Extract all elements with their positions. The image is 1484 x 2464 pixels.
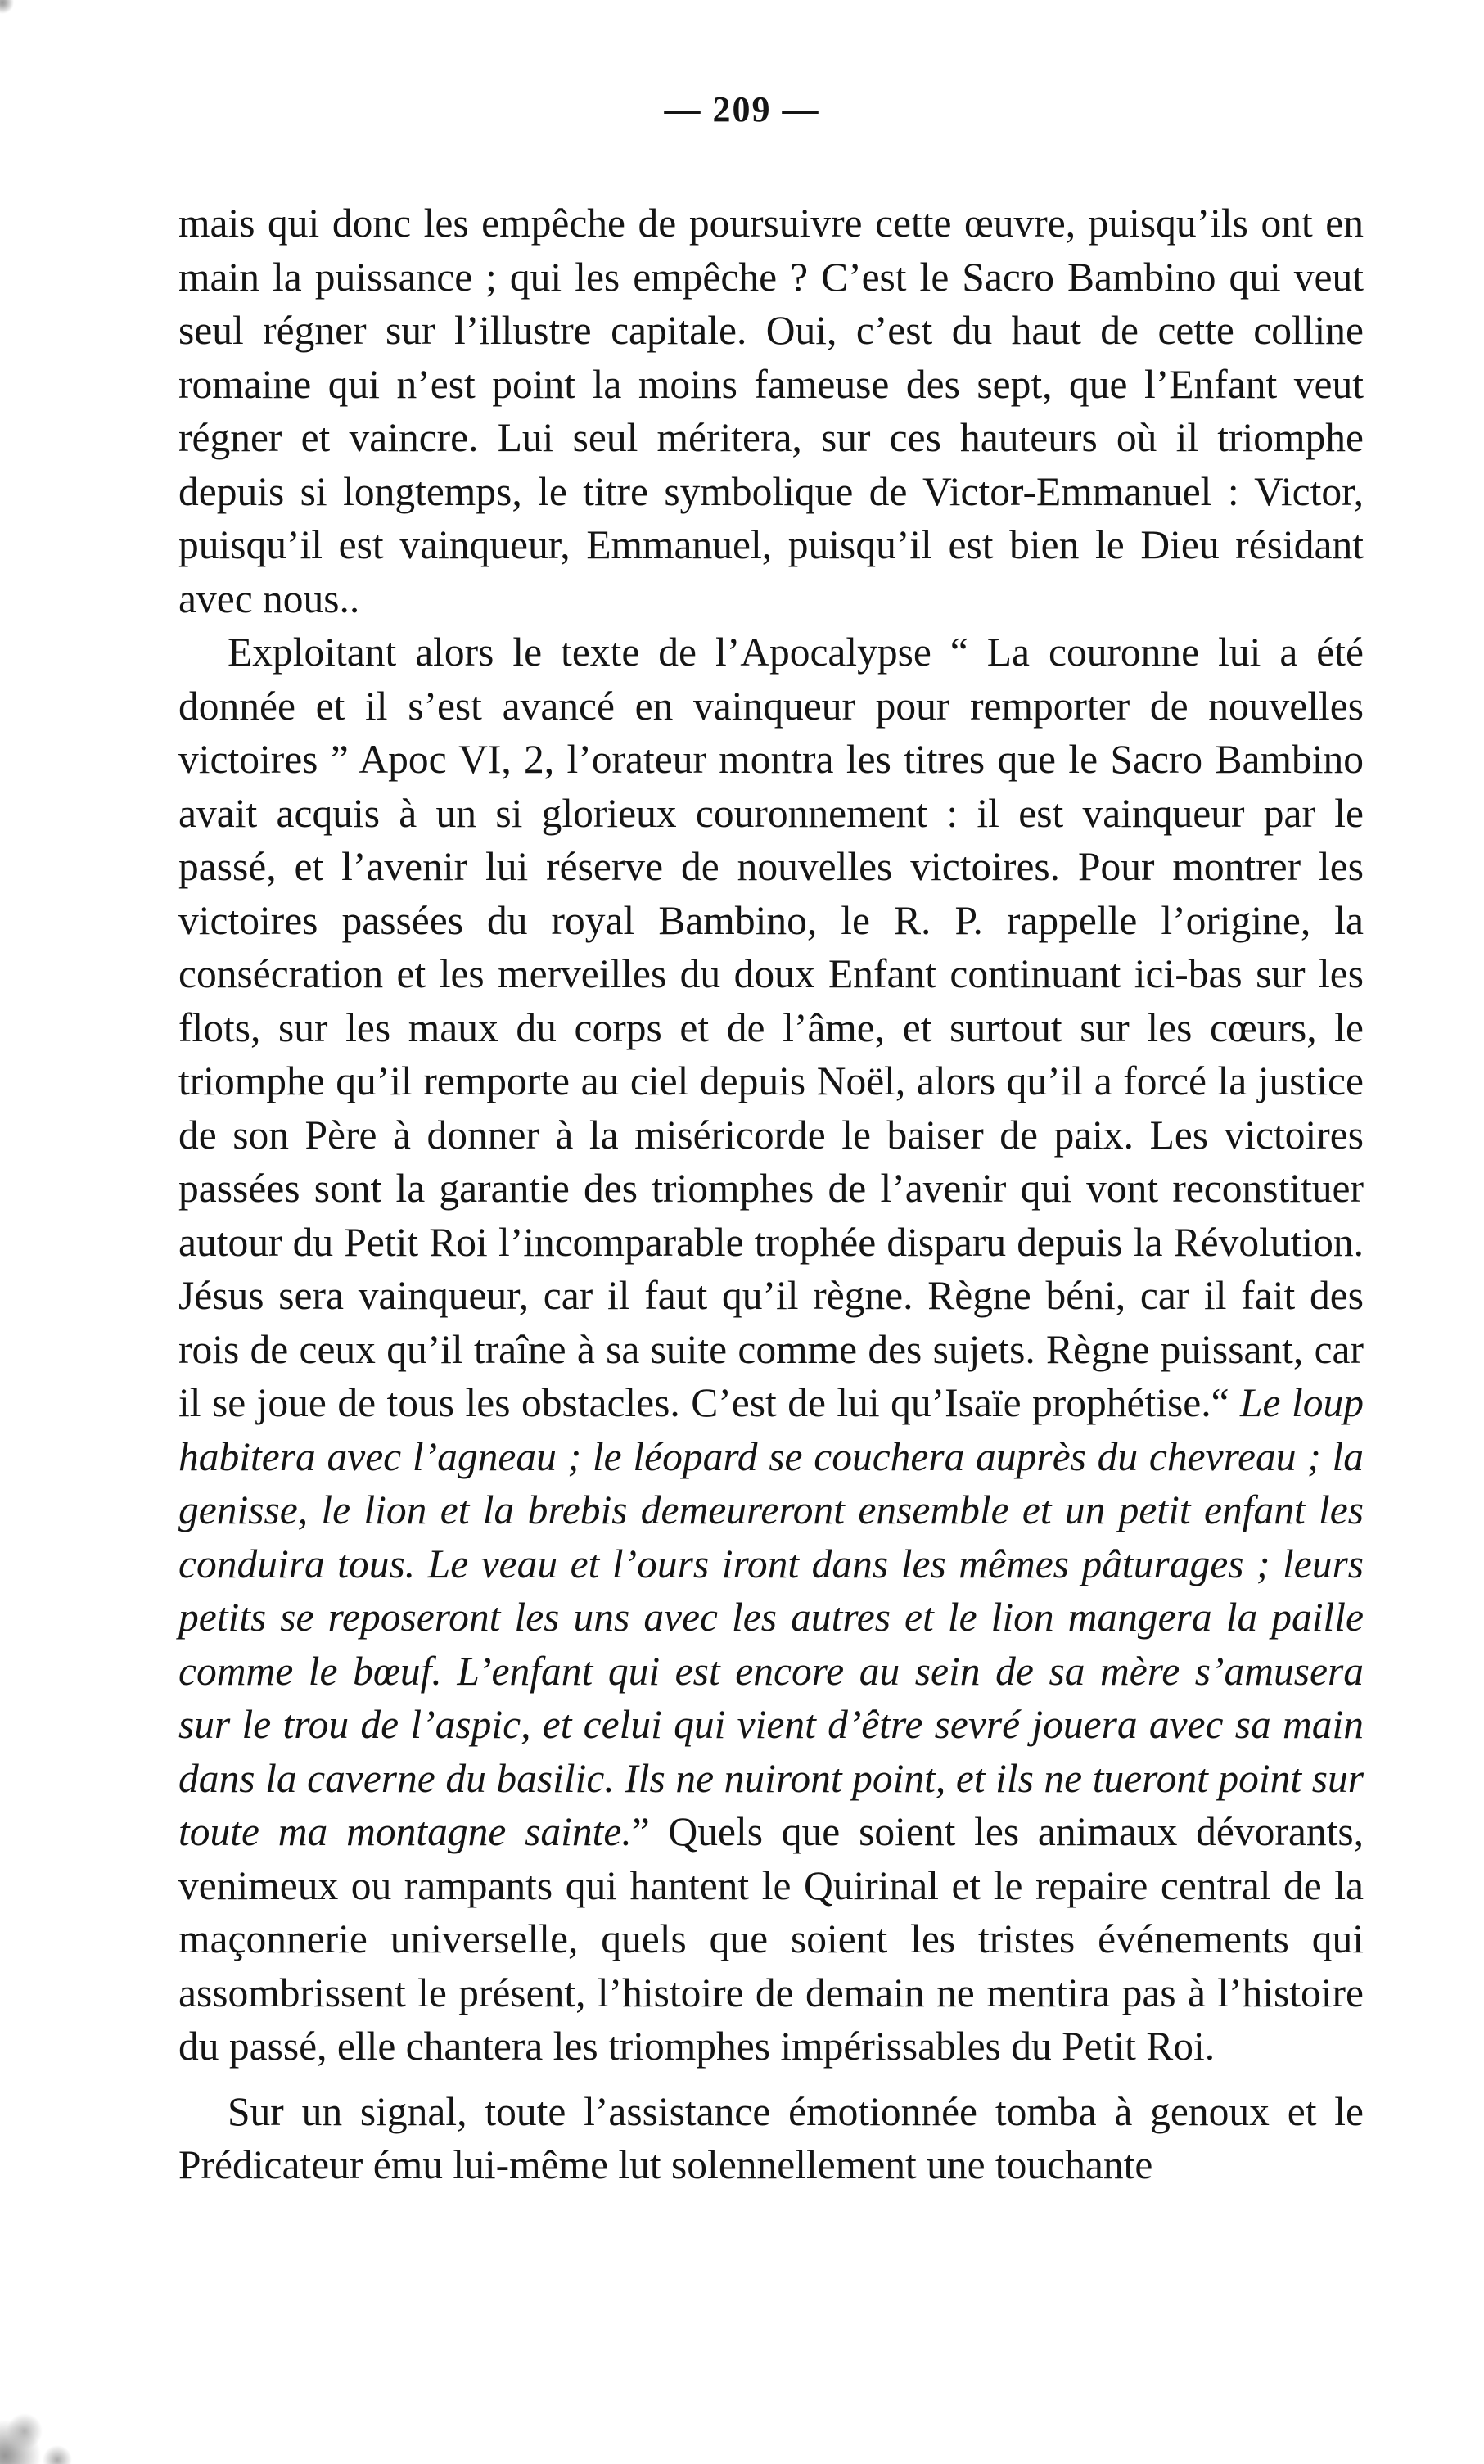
paragraph-3 — [178, 2085, 1364, 2192]
paragraph-2-text-intro: Exploitant alors le texte de l’Apocalypse “ La couronne lui a été donnée et il s’est avancé en vainqueur pour remporter de nouvelles victoires ” Apoc VI, 2, l’orateur montra les titres que le Sacro Bambino avait acquis à un si glorieux couronnement : il est vainqueur par le passé, et l’avenir lui réserve de nouvelles victoires. Pour montrer les victoires passées du royal Bambino, le R. P. rappelle l’origine, la consécration et les merveilles du doux Enfant continuant ici-bas sur les flots, sur les maux du corps et de l’âme, et surtout sur les cœurs, le triomphe qu’il remporte au ciel depuis Noël, alors qu’il a forcé la justice de son Père à donner à la miséricorde le baiser de paix. Les victoires passées sont la garantie des triomphes de l’avenir qui vont reconstituer autour du Petit Roi l’incomparable trophée disparu depuis la Révolution. Jésus sera vainqueur, car il faut qu’il règne. Règne béni, car il fait des rois de ceux qu’il traîne à sa suite comme des sujets. Règne puissant, car il se joue de tous les obstacles. C’est de lui qu’Isaïe prophétise.“ — [178, 630, 1364, 1425]
paragraph-2 — [178, 625, 1364, 2074]
paragraph-3-text: Sur un signal, toute l’assistance émotionnée tomba à genoux et le Prédicateur ému lui-même lut solennellement une touchante — [178, 2088, 1364, 2187]
page-number: — 209 — — [664, 89, 820, 129]
body-text — [178, 196, 1364, 2192]
paragraph-1-text: mais qui donc les empêche de poursuivre cette œuvre, puisqu’ils ont en main la puissance ; qui les empêche ? C’est le Sacro Bambino qui veut seul régner sur l’illustre capitale. Oui, c’est du haut de cette colline romaine qui n’est point la moins fameuse des sept, que l’Enfant veut régner et vaincre. Lui seul méritera, sur ces hauteurs où il triomphe depuis si longtemps, le titre symbolique de Victor-Emmanuel : Victor, puisqu’il est vainqueur, Emmanuel, puisqu’il est bien le Dieu résidant avec nous.. — [178, 201, 1364, 621]
paragraph-2-text-conclusion: ” Quels que soient les animaux dévorants, venimeux ou rampants qui hantent le Quirinal et le repaire central de la maçonnerie universelle, quels que soient les tristes événements qui assombrissent le présent, l’histoire de demain ne mentira pas à l’histoire du passé, elle chantera les triomphes impérissables du Petit Roi. — [178, 1809, 1364, 2069]
paragraph-1 — [178, 196, 1364, 625]
scan-speck-top — [0, 0, 28, 25]
scan-speck-bottom — [0, 2341, 79, 2464]
isaiah-quotation: Le loup habitera avec l’agneau ; le léopard se couchera auprès du chevreau ; la genisse, le lion et la brebis demeureront ensemble et un petit enfant les conduira tous. Le veau et l’ours iront dans les mêmes pâturages ; leurs petits se reposeront les uns avec les autres et le lion mangera la paille comme le bœuf. L’enfant qui est encore au sein de sa mère s’amusera sur le trou de l’aspic, et celui qui vient d’être sevré jouera avec sa main dans la caverne du basilic. Ils ne nuiront point, et ils ne tueront point sur toute ma montagne sainte. — [178, 1380, 1364, 1854]
